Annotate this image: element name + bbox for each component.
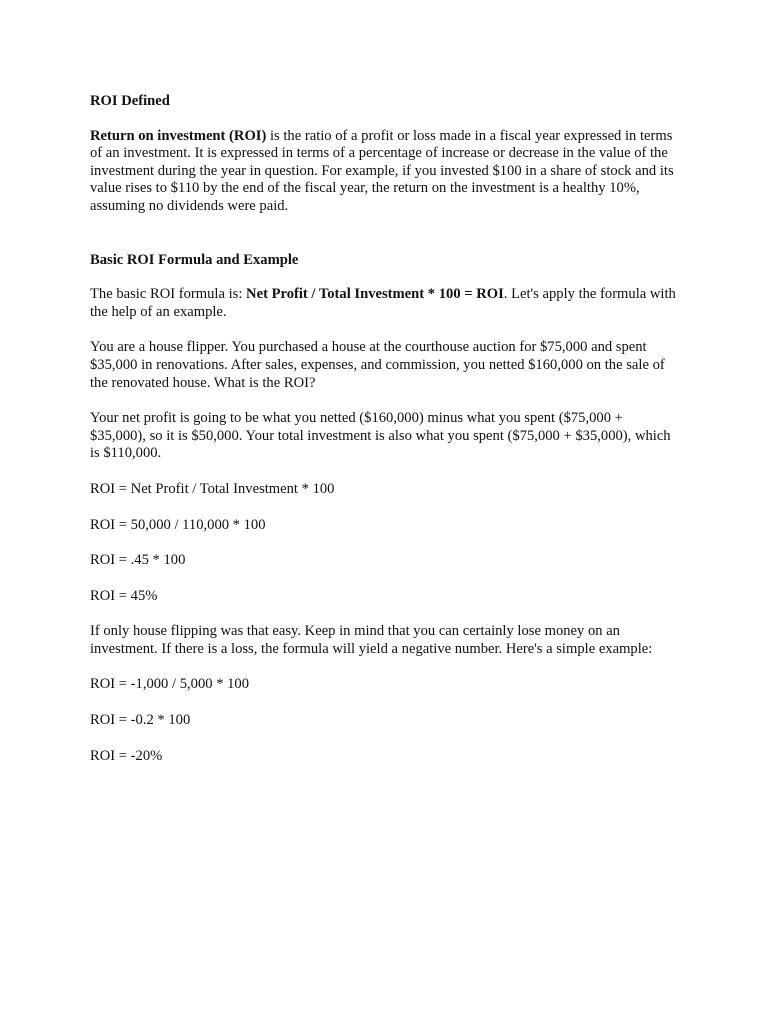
roi-definition-text: is the ratio of a profit or loss made in a fiscal year expressed in terms of an investment. It is expressed in terms of a percentage of increase or decrease in the value of the investment during the year in question. For example, if you invested $100 in a share of stock and its value rises to $110 by the end of the fiscal year, the return on the investment is a healthy 10%, assuming no dividends were paid. bbox=[90, 127, 674, 214]
scenario-paragraph: You are a house flipper. You purchased a house at the courthouse auction for $75,000 and spent $35,000 in renovations. After sales, expenses, and commission, you netted $160,000 on the sale of the renovated house. What is the ROI? bbox=[90, 339, 665, 391]
section-heading-basic-formula: Basic ROI Formula and Example bbox=[90, 251, 299, 268]
loss-calc-line: ROI = -0.2 * 100 bbox=[90, 712, 191, 729]
calc-line: ROI = 45% bbox=[90, 587, 158, 604]
formula-paragraph bbox=[90, 286, 676, 321]
formula-bold: Net Profit / Total Investment * 100 = ROI bbox=[246, 286, 504, 303]
roi-term-bold: Return on investment (ROI) bbox=[90, 127, 267, 144]
loss-note-paragraph: If only house flipping was that easy. Keep in mind that you can certainly lose money on an investment. If there is a loss, the formula will yield a negative number. Here's a simple example: bbox=[90, 623, 653, 657]
loss-calc-line: ROI = -1,000 / 5,000 * 100 bbox=[90, 676, 250, 693]
section-heading-roi-defined: ROI Defined bbox=[90, 93, 170, 109]
loss-calc-line: ROI = -20% bbox=[90, 747, 163, 764]
formula-intro: The basic ROI formula is: bbox=[90, 286, 247, 303]
formula-outro: . Let's apply the formula with the help of an example. bbox=[90, 286, 676, 320]
calc-line: ROI = .45 * 100 bbox=[90, 552, 186, 569]
calc-line: ROI = 50,000 / 110,000 * 100 bbox=[90, 516, 266, 533]
calc-line: ROI = Net Profit / Total Investment * 100 bbox=[90, 480, 335, 497]
document-body bbox=[90, 93, 676, 765]
roi-definition-paragraph bbox=[90, 128, 676, 216]
explanation-paragraph: Your net profit is going to be what you netted ($160,000) minus what you spent ($75,000 + $35,000), so it is $50,000. Your total investment is also what you spent ($75,000 + $35,000), which is $110,000. bbox=[90, 410, 671, 462]
